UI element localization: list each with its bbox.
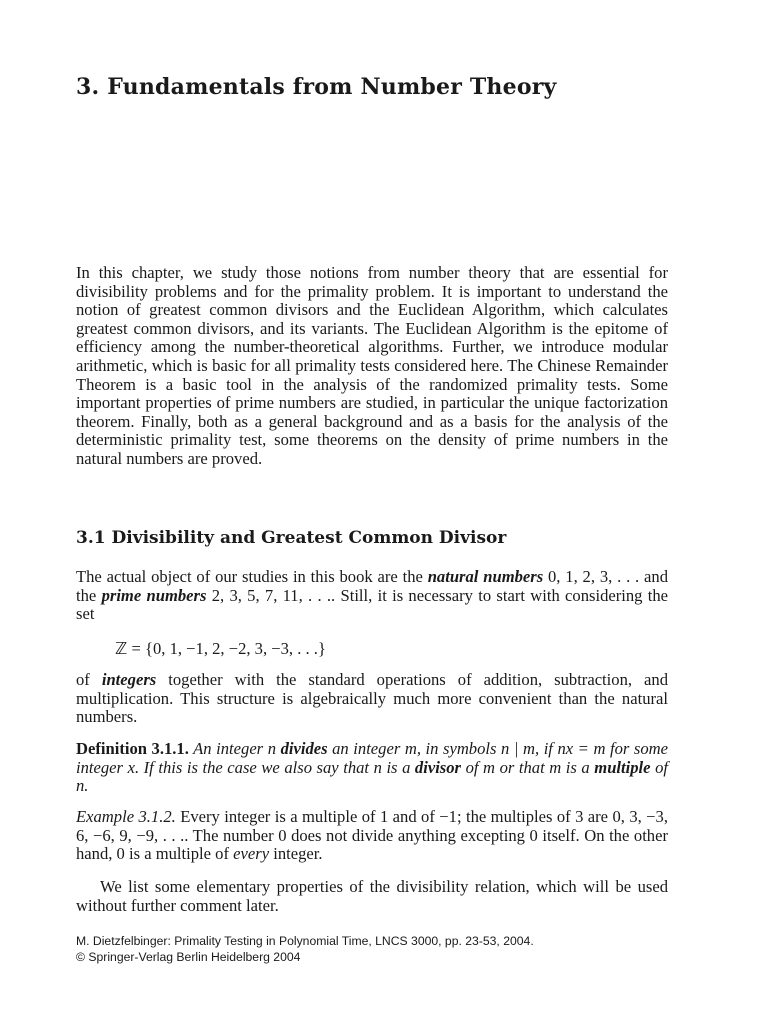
text-span: of bbox=[76, 670, 102, 689]
math-x: x bbox=[127, 757, 135, 777]
math-n: n bbox=[267, 739, 276, 758]
text-span: The actual object of our studies in this book are the bbox=[76, 567, 428, 586]
example-block bbox=[76, 808, 668, 864]
term-natural-numbers: natural numbers bbox=[427, 567, 544, 586]
intro-paragraph: In this chapter, we study those notions from number theory that are essential for divisibility problems and for the primality problem. It is important to understand the notion of greatest common divisors and the Euclidean Algorithm, which calculates greatest common divisors, and its variants. The Euclidean Algorithm is the epitome of efficiency among the number-theoretical algorithms. Further, we introduce modular arithmetic, which is basic for all primality tests considered here. The Chinese Remainder Theorem is a basic tool in the analysis of the randomized primality tests. Some important properties of prime numbers are studied, in particular the unique factorization theorem. Finally, both as a general background and as a basis for the analysis of the deterministic primality test, some theorems on the density of prime numbers in the natural numbers are proved. bbox=[76, 263, 668, 468]
copyright-footer bbox=[76, 934, 696, 965]
text-span: 0, 1, 2, 3, . . . and the bbox=[76, 567, 668, 605]
integer-set-equation: ℤ = {0, 1, −1, 2, −2, 3, −3, . . .} bbox=[115, 639, 326, 658]
math-m: m bbox=[404, 739, 417, 758]
term-divides: divides bbox=[280, 739, 328, 758]
text-span: for some integer bbox=[76, 739, 669, 777]
text-span: is a bbox=[561, 757, 595, 777]
term-integers: integers bbox=[101, 670, 157, 689]
math-n: n bbox=[76, 776, 85, 796]
text-span: 2, 3, 5, 7, 11, . . .. Still, it is necessary to start with considering the set bbox=[76, 585, 669, 624]
citation-line: M. Dietzfelbinger: Primality Testing in Polynomial Time, LNCS 3000, pp. 23-53, 2004. bbox=[76, 934, 534, 948]
text-span: is a bbox=[381, 757, 415, 777]
emphasis-every: every bbox=[233, 844, 270, 864]
text-span: An integer bbox=[188, 739, 268, 758]
copyright-line: © Springer-Verlag Berlin Heidelberg 2004 bbox=[76, 949, 301, 964]
math-m: m bbox=[483, 757, 496, 777]
text-span: of bbox=[461, 757, 484, 777]
definition-block bbox=[76, 740, 668, 796]
section-title: 3.1 Divisibility and Greatest Common Divisor bbox=[76, 528, 507, 548]
text-span: integer. bbox=[269, 844, 323, 864]
paragraph-properties: We list some elementary properties of the divisibility relation, which will be used without further comment later. bbox=[76, 877, 668, 915]
math-m: m bbox=[549, 757, 562, 777]
paragraph-natural-numbers bbox=[76, 568, 668, 624]
text-span: . If this is the case we also say that bbox=[134, 757, 374, 777]
math-n-divides-m: n | m bbox=[501, 739, 535, 758]
example-label: Example 3.1.2. bbox=[76, 807, 176, 826]
term-multiple: multiple bbox=[594, 757, 651, 777]
math-n: n bbox=[373, 757, 382, 777]
chapter-title: 3. Fundamentals from Number Theory bbox=[76, 74, 557, 100]
math-nx-equals-m: nx = m bbox=[557, 739, 606, 758]
term-divisor: divisor bbox=[414, 757, 462, 777]
text-span: or that bbox=[495, 757, 550, 777]
text-span: . bbox=[84, 776, 89, 796]
text-span: , in symbols bbox=[416, 739, 502, 758]
term-prime-numbers: prime numbers bbox=[101, 585, 207, 605]
text-span: an integer bbox=[327, 739, 405, 758]
text-span: , if bbox=[534, 739, 558, 758]
text-span: of bbox=[650, 757, 668, 777]
text-span: together with the standard operations of addition, subtraction, and multiplication. This structure is algebraically much more convenient than the natural numbers. bbox=[76, 670, 668, 727]
definition-label: Definition 3.1.1. bbox=[76, 739, 189, 758]
text-span: Every integer is a multiple of 1 and of −1; the multiples of 3 are 0, 3, −3, 6, −6, 9, −9, . . .. The number 0 does not divide anything excepting 0 itself. On the other hand, 0 is a multiple of bbox=[76, 807, 668, 864]
paragraph-integers bbox=[76, 671, 668, 727]
